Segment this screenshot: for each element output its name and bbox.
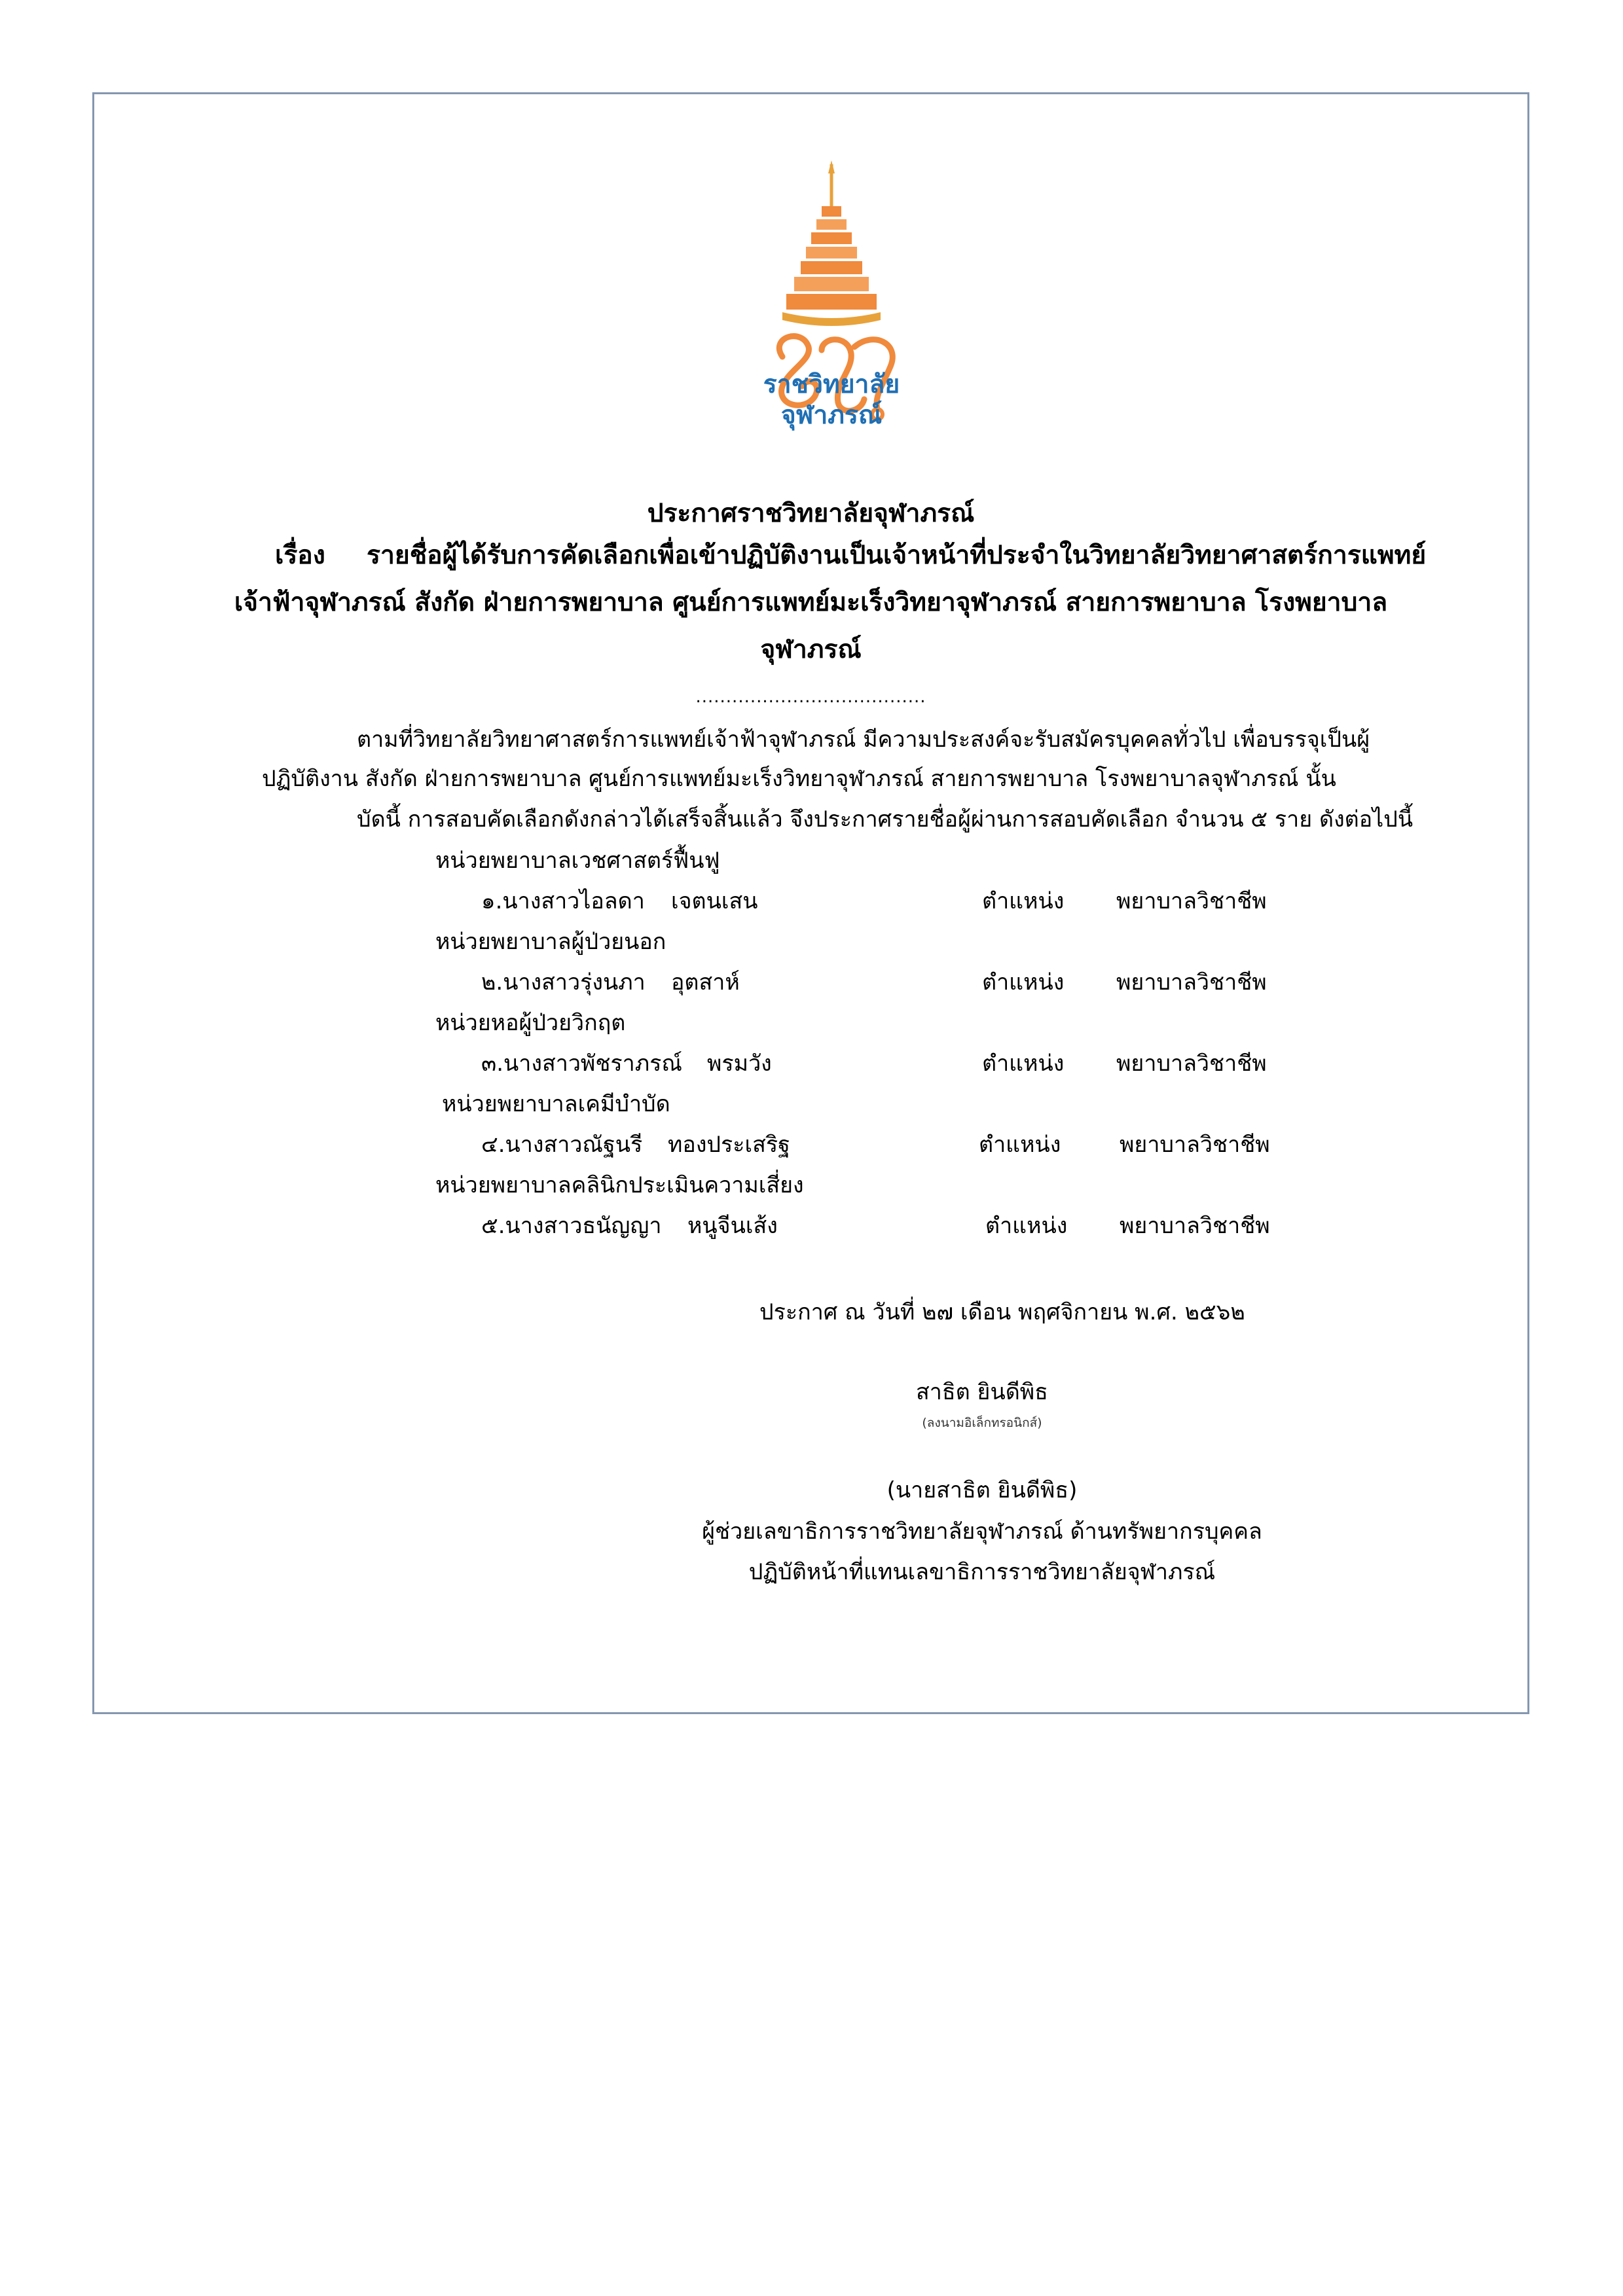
signer-full-name: (นายสาธิต ยินดีพิธ) <box>886 1477 1078 1503</box>
list-item-surname: พรมวัง <box>707 1050 772 1077</box>
list-item-surname: หนูจีนเส้ง <box>687 1213 778 1239</box>
logo-line-1: ราชวิทยาลัย <box>763 370 900 399</box>
unit-heading: หน่วยพยาบาลผู้ป่วยนอก <box>435 929 666 955</box>
list-item-name: ๑.นางสาวไอลดา <box>481 888 645 914</box>
logo-line-2: จุฬาภรณ์ <box>780 401 883 430</box>
unit-heading: หน่วยหอผู้ป่วยวิกฤต <box>435 1010 626 1036</box>
signer-position-line-2: ปฏิบัติหน้าที่แทนเลขาธิการราชวิทยาลัยจุฬาภรณ์ <box>748 1559 1216 1585</box>
list-item-position: พยาบาลวิชาชีพ <box>1116 1050 1267 1077</box>
signer-position-line-1: ผู้ช่วยเลขาธิการราชวิทยาลัยจุฬาภรณ์ ด้านทรัพยากรบุคคล <box>702 1518 1262 1545</box>
list-item-surname: เจตนเสน <box>671 888 758 914</box>
subject-line-2: เจ้าฟ้าจุฬาภรณ์ สังกัด ฝ่ายการพยาบาล ศูนย์การแพทย์มะเร็งวิทยาจุฬาภรณ์ สายการพยาบาล โรงพยาบาล <box>234 588 1388 617</box>
list-item-name: ๓.นางสาวพัชราภรณ์ <box>481 1050 682 1077</box>
announcement-date: ประกาศ ณ วันที่ ๒๗ เดือน พฤศจิกายน พ.ศ. ๒๕๖๒ <box>759 1299 1245 1325</box>
list-item-position-label: ตำแหน่ง <box>979 1132 1061 1158</box>
paragraph-2: บัดนี้ การสอบคัดเลือกดังกล่าวได้เสร็จสิ้นแล้ว จึงประกาศรายชื่อผู้ผ่านการสอบคัดเลือก จำนวน ๕ ราย ดังต่อไปนี้ <box>357 806 1413 833</box>
announcement-title: ประกาศราชวิทยาลัยจุฬาภรณ์ <box>647 499 975 528</box>
unit-heading: หน่วยพยาบาลเวชศาสตร์ฟื้นฟู <box>435 848 720 874</box>
list-item-position: พยาบาลวิชาชีพ <box>1116 969 1267 996</box>
list-item-name: ๒.นางสาวรุ่งนภา <box>481 969 646 996</box>
list-item-surname: อุตสาห์ <box>671 969 740 996</box>
list-item-position-label: ตำแหน่ง <box>982 969 1065 996</box>
list-item-position: พยาบาลวิชาชีพ <box>1116 888 1267 914</box>
unit-heading: หน่วยพยาบาลเคมีบำบัด <box>442 1091 670 1117</box>
subject-line-3: จุฬาภรณ์ <box>760 635 862 664</box>
list-item-position-label: ตำแหน่ง <box>982 888 1065 914</box>
signature-name: สาธิต ยินดีพิธ <box>916 1379 1048 1405</box>
title-separator: ...................................... <box>695 687 926 707</box>
list-item-position: พยาบาลวิชาชีพ <box>1120 1132 1270 1158</box>
list-item-name: ๕.นางสาวธนัญญา <box>481 1213 662 1239</box>
paragraph-1-line-2: ปฏิบัติงาน สังกัด ฝ่ายการพยาบาล ศูนย์การแพทย์มะเร็งวิทยาจุฬาภรณ์ สายการพยาบาล โรงพยาบาลจุฬาภรณ์ นั้น <box>262 766 1336 792</box>
subject-label: เรื่อง <box>275 541 325 570</box>
list-item-position: พยาบาลวิชาชีพ <box>1120 1213 1270 1239</box>
subject-line-1: รายชื่อผู้ได้รับการคัดเลือกเพื่อเข้าปฏิบัติงานเป็นเจ้าหน้าที่ประจำในวิทยาลัยวิทยาศาสตร์การแพทย์ <box>367 541 1427 570</box>
paragraph-1-line-1: ตามที่วิทยาลัยวิทยาศาสตร์การแพทย์เจ้าฟ้าจุฬาภรณ์ มีความประสงค์จะรับสมัครบุคคลทั่วไป เพื่อบรรจุเป็นผู้ <box>357 726 1370 753</box>
list-item-name: ๔.นางสาวณัฐนรี <box>481 1132 643 1158</box>
unit-heading: หน่วยพยาบาลคลินิกประเมินความเสี่ยง <box>435 1172 804 1198</box>
list-item-position-label: ตำแหน่ง <box>982 1050 1065 1077</box>
list-item-surname: ทองประเสริฐ <box>668 1132 790 1158</box>
list-item-position-label: ตำแหน่ง <box>985 1213 1068 1239</box>
signature-note: (ลงนามอิเล็กทรอนิกส์) <box>922 1416 1042 1430</box>
